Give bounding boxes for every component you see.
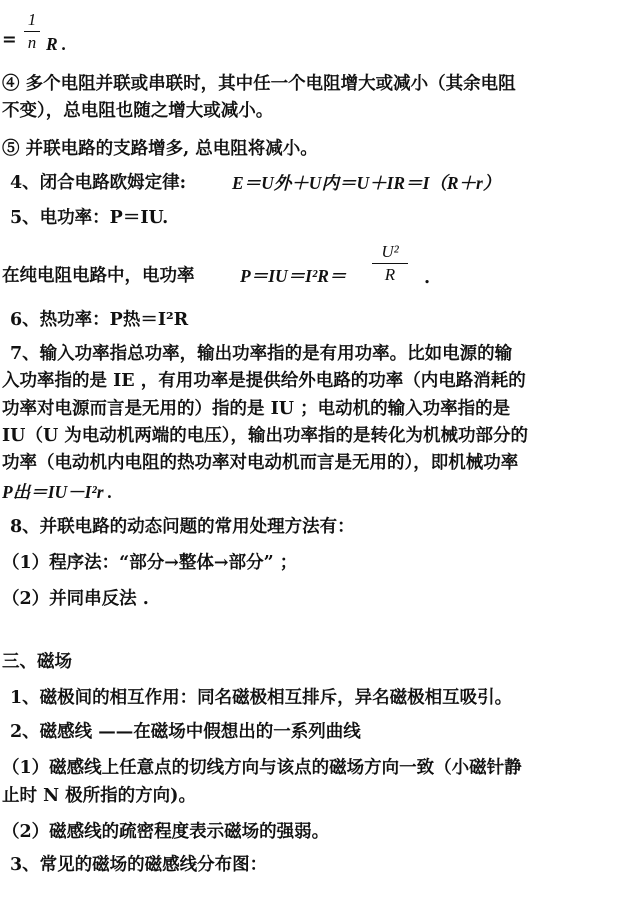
fraction-denominator: n [27, 33, 37, 52]
section-heading-magnetic-field: 三、磁场 [2, 652, 72, 672]
text-line-5: 5、电功率：P＝IU. [10, 208, 169, 228]
text-line-21: 止时 N 极所指的方向)。 [2, 786, 196, 806]
text-line-15: （1）程序法：“部分→整体→部分” ； [2, 553, 298, 573]
text-line-6-prefix: 在纯电阻电路中，电功率 [2, 266, 195, 286]
ohm-law-formula: E＝U外＋U内＝U＋IR＝I（R＋r） [232, 173, 501, 193]
text-line-22: （2）磁感线的疏密程度表示磁场的强弱。 [2, 822, 330, 842]
power-formula: P＝IU＝I²R＝ [240, 266, 347, 286]
equals-sign: = [2, 30, 17, 50]
text-line-18: 1、磁极间的相互作用：同名磁极相互排斥，异名磁极相互吸引。 [10, 688, 513, 708]
fraction-u2-over-r [372, 242, 408, 285]
fraction-numerator: U² [381, 242, 399, 261]
text-line-4-prefix: 4、闭合电路欧姆定律: [10, 173, 187, 193]
mechanical-power-formula: P出＝IU－I²r . [2, 482, 113, 502]
text-line-11: IU（U 为电动机两端的电压），输出功率指的是转化为机械功部分的 [2, 426, 529, 446]
fraction-numerator: 1 [27, 10, 37, 29]
text-line-9: 入功率指的是 IE ，有用功率是提供给外电路的功率（内电路消耗的 [2, 371, 526, 391]
fraction-denominator: R [384, 265, 396, 284]
fraction-1-over-n [24, 10, 40, 53]
text-line-12: 功率（电动机内电阻的热功率对电动机而言是无用的），即机械功率 [2, 453, 519, 473]
text-line-10: 功率对电源而言是无用的）指的是 IU ；电动机的输入功率指的是 [2, 399, 511, 419]
text-line-7: 6、热功率：P热＝I²R [10, 310, 189, 330]
text-line-8: 7、输入功率指总功率，输出功率指的是有用功率。比如电源的输 [10, 344, 513, 364]
text-line-19: 2、磁感线 ——在磁场中假想出的一系列曲线 [10, 722, 361, 742]
text-line-23: 3、常见的磁场的磁感线分布图： [10, 855, 268, 875]
text-line-16: （2）并同串反法 . [2, 589, 149, 609]
text-line-3: ⑤ 并联电路的支路增多, 总电阻将减小。 [2, 139, 318, 159]
text-line-1: ④ 多个电阻并联或串联时，其中任一个电阻增大或减小（其余电阻 [2, 74, 516, 94]
text-line-14: 8、并联电路的动态问题的常用处理方法有： [10, 517, 355, 537]
text-line-20: （1）磁感线上任意点的切线方向与该点的磁场方向一致（小磁针静 [2, 758, 522, 778]
period: . [424, 268, 431, 288]
text-line-2: 不变），总电阻也随之增大或减小。 [2, 101, 274, 121]
formula-tail-0: R . [46, 34, 67, 54]
